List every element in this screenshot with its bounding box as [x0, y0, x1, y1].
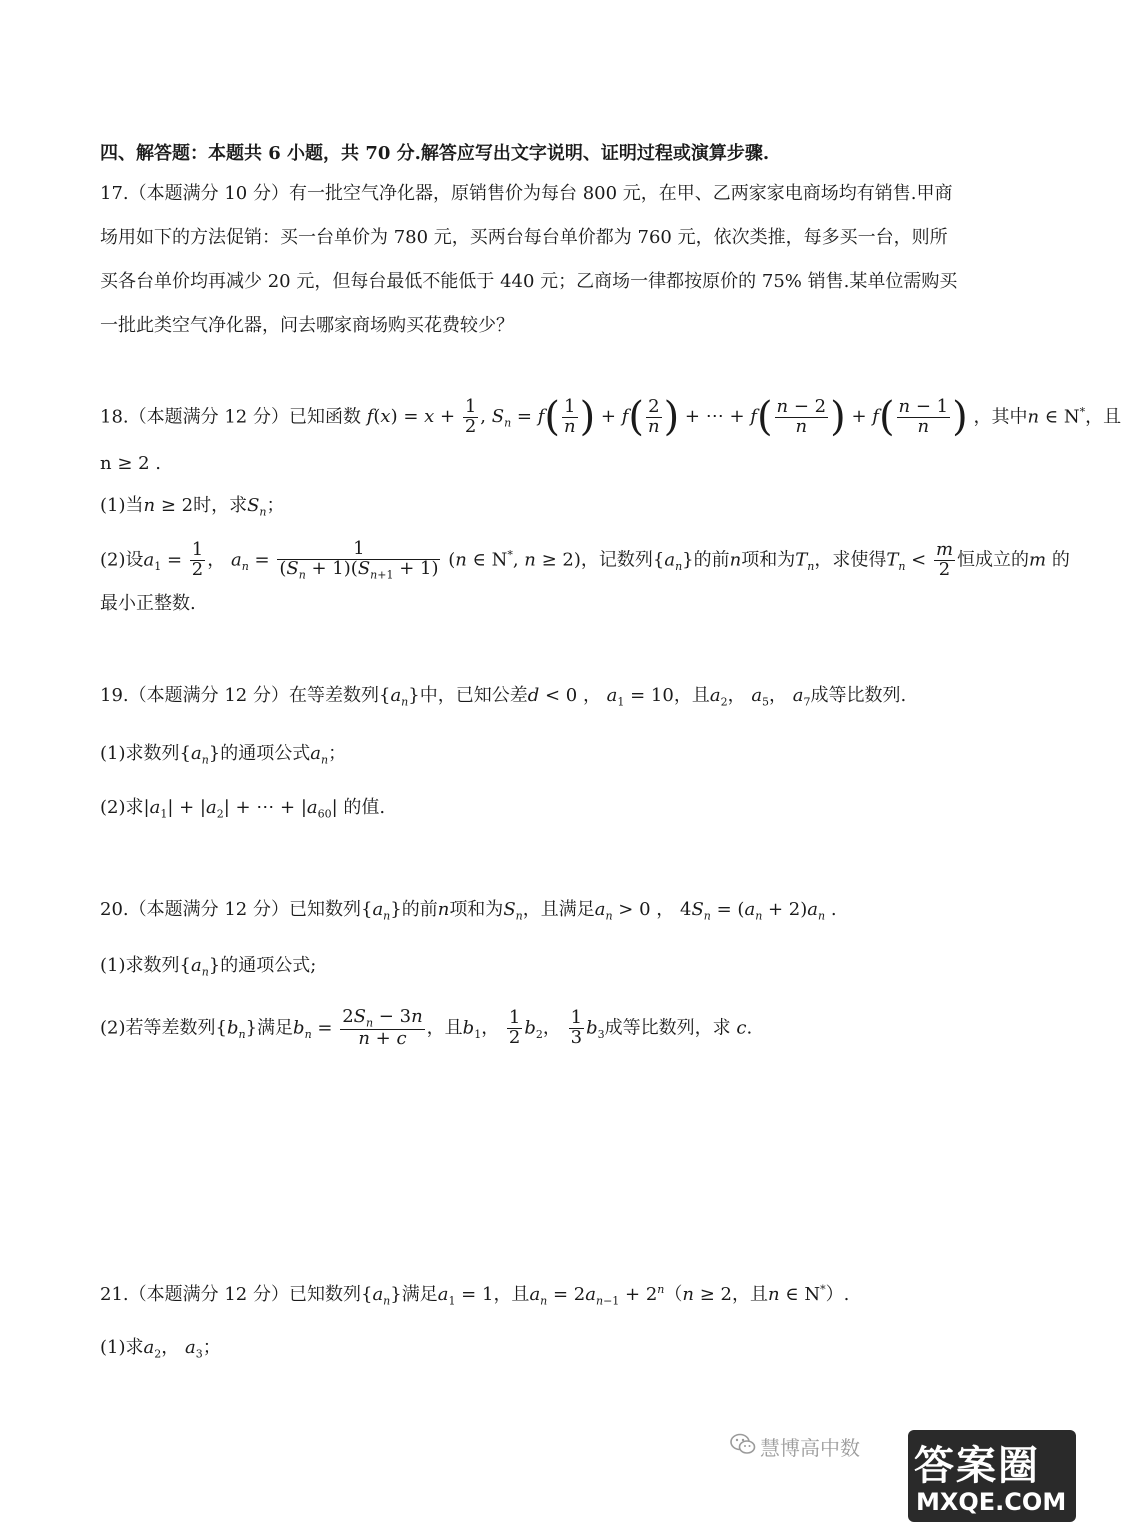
section-heading: 四、解答题：本题共 6 小题，共 70 分.解答应写出文字说明、证明过程或演算步骤. — [100, 143, 770, 164]
q19-part-2: (2)求$|a_1| + |a_2|$ + ⋯ + $|a_{60}|$ 的值. — [100, 797, 386, 821]
q18-part-2: (2)设$a_1$ = $\frac{1}{2}$ ， $a_n$ = $\frac{1}{(S_n + 1)(S_{n+1} + 1)}$ (n ∈ N*, n ≥ 2)，记数列$\{a_n\}$的前n项和为$T_n$，求使得$T_n$ < $\frac{m}{2}$ 恒成立的m 的 — [100, 538, 1070, 582]
q18-intro: 18.（本题满分 12 分）已知函数 — [100, 406, 361, 428]
q20-part-2: (2)若等差数列$\{b_n\}$满足$b_n$ = $\frac{2S_n - 3n}{n + c}$ ，且$b_1$， $\frac{1}{2}$ $b_2$， $\frac{1}{3}$ $b_3$成等比数列，求 c. — [100, 1006, 753, 1050]
watermark-logo — [908, 1430, 1076, 1522]
q19-stem: 19.（本题满分 12 分）在等差数列$\{a_n\}$中，已知公差d < 0 ， $a_1 = 10$，且$a_2$， $a_5$， $a_7$成等比数列. — [100, 685, 907, 709]
watermark — [730, 1430, 1080, 1527]
watermark-account: 慧博高中数 — [760, 1436, 860, 1460]
watermark-logo-en: MXQE.COM — [916, 1488, 1067, 1516]
q18-part-2-end: 最小正整数. — [100, 593, 196, 614]
watermark-logo-cn: 答案圈 — [914, 1443, 1040, 1489]
q17-line-4: 一批此类空气净化器，问去哪家商场购买花费较少？ — [100, 315, 514, 336]
q17-line-2: 场用如下的方法促销：买一台单价为 780 元，买两台每台单价都为 760 元，依次类推，每多买一台，则所 — [100, 227, 948, 248]
q17-line-1: 17.（本题满分 10 分）有一批空气净化器，原销售价为每台 800 元，在甲、乙两家家电商场均有销售.甲商 — [100, 183, 953, 204]
q17-line-3: 买各台单价均再减少 20 元，但每台最低不能低于 440 元；乙商场一律都按原价的 75% 销售.某单位需购买 — [100, 271, 958, 292]
q18-stem: 18.（本题满分 12 分）已知函数 f(x) = x + $\frac{1}{2}$ , $S_n = f$( $\frac{1}{n}$ ) + f( $\frac{2}{n}$ ) + ⋯ + f( $\frac{n - 2}{n}$ ) + f( $\frac{n - 1}{n}$ ) ，其中n ∈ N*，且 — [100, 394, 1121, 441]
q20-stem: 20.（本题满分 12 分）已知数列$\{a_n\}$的前n项和为$S_n$，且满足$a_n > 0$ ， $4S_n = (a_n + 2)a_n$ . — [100, 899, 837, 923]
q18-part-1: (1)当n ≥ 2时，求$S_n$； — [100, 495, 285, 519]
q21-part-1: (1)求$a_2$， $a_3$； — [100, 1337, 221, 1361]
q21-stem: 21.（本题满分 12 分）已知数列$\{a_n\}$满足$a_1 = 1$，且$a_n = 2a_{n-1} + 2^n(n \ge 2$，且n ∈ N*）. — [100, 1283, 850, 1308]
q18-formula: f(x) = x + $\frac{1}{2}$ , $S_n = f$( $\frac{1}{n}$ ) + f( $\frac{2}{n}$ ) + ⋯ + f( $\frac{n - 2}{n}$ ) + f( $\frac{n - 1}{n}$ ) — [366, 394, 968, 441]
wechat-icon — [730, 1432, 756, 1461]
q20-part-1: (1)求数列$\{a_n\}$的通项公式; — [100, 955, 317, 979]
q19-part-1: (1)求数列$\{a_n\}$的通项公式$a_n$； — [100, 743, 347, 767]
q18-condition: n ≥ 2 . — [100, 453, 162, 474]
